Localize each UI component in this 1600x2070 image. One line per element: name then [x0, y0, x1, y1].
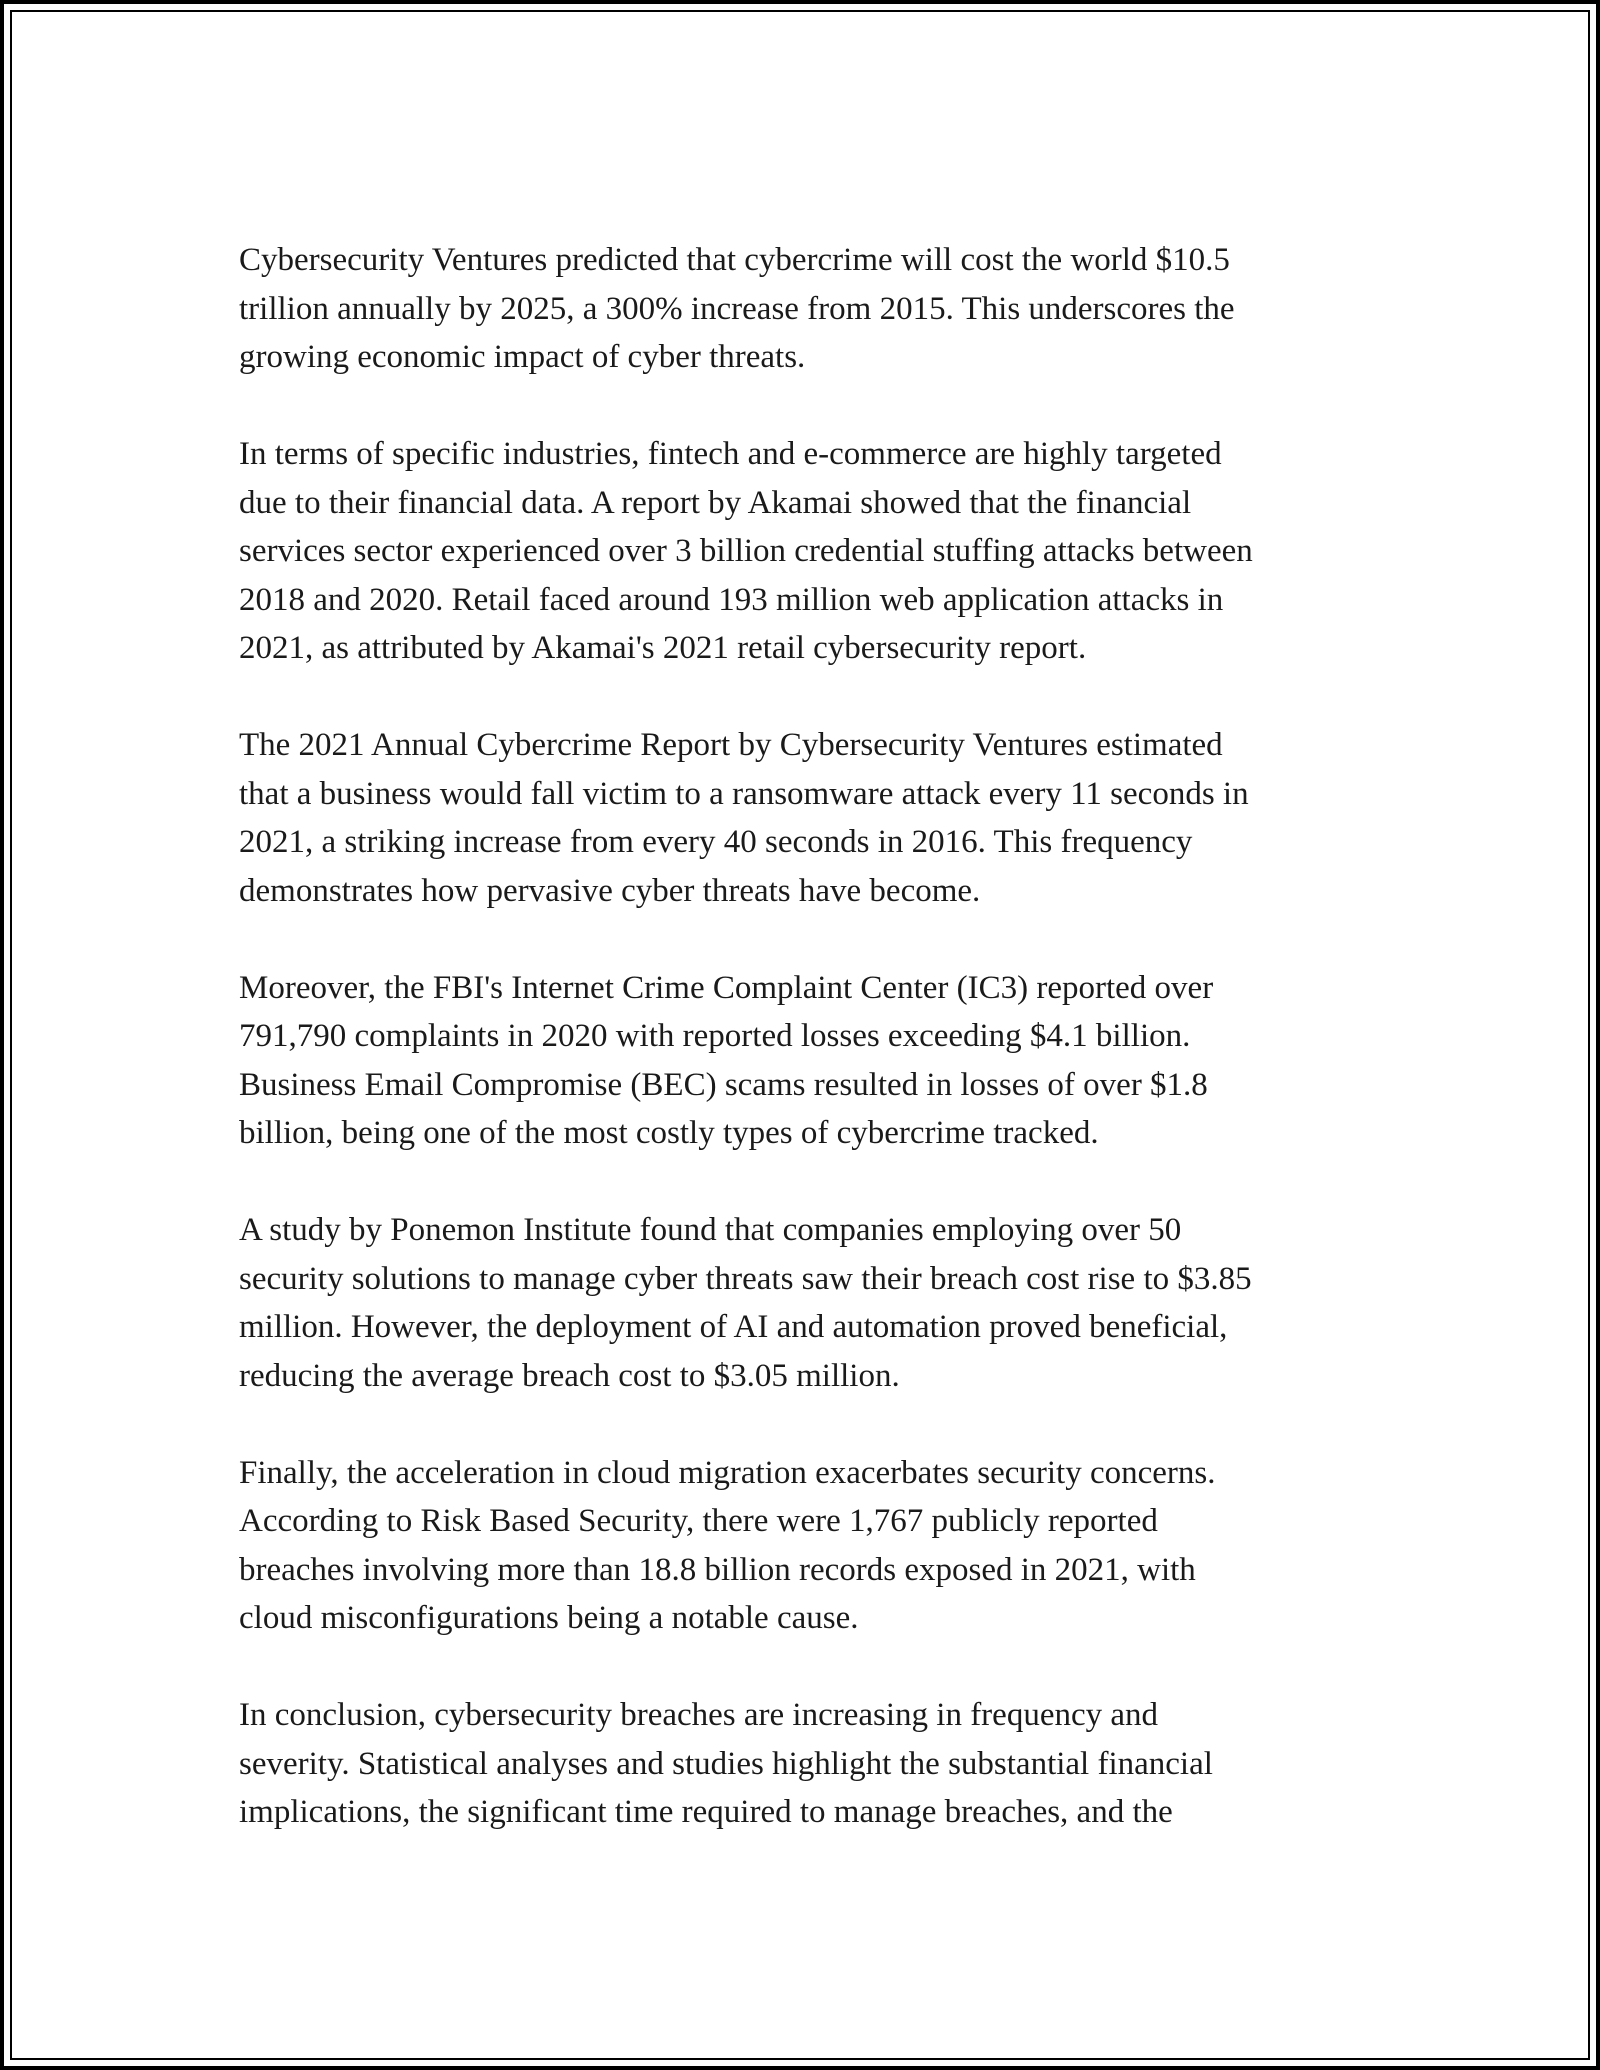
document-body [239, 236, 1379, 1885]
paragraph-fbi-ic3: Moreover, the FBI's Internet Crime Complaint Center (IC3) reported over 791,790 complaints in 2020 with reported losses exceeding $4.1 billion. Business Email Compromise (BEC) scams resulted in losses of over $1.8 billion, being one of the most costly types of cybercrime tracked. [239, 969, 1214, 1151]
paragraph-cybercrime-cost: Cybersecurity Ventures predicted that cybercrime will cost the world $10.5 trillion annually by 2025, a 300% increase from 2015. This underscores the growing economic impact of cyber threats. [239, 242, 1235, 375]
paragraph-cloud-migration: Finally, the acceleration in cloud migration exacerbates security concerns. According to Risk Based Security, there were 1,767 publicly reported breaches involving more than 18.8 billion records exposed in 2021, with cloud misconfigurations being a notable cause. [239, 1454, 1216, 1636]
paragraph-ponemon-study: A study by Ponemon Institute found that companies employing over 50 security solutions to manage cyber threats saw their breach cost rise to $3.85 million. However, the deployment of AI and automation proved beneficial, reducing the average breach cost to $3.05 million. [239, 1212, 1252, 1394]
paragraph-industry-targets: In terms of specific industries, fintech and e-commerce are highly targeted due to their financial data. A report by Akamai showed that the financial services sector experienced over 3 billion credential stuffing attacks between 2018 and 2020. Retail faced around 193 million web application attacks in 2021, as attributed by Akamai's 2021 retail cybersecurity report. [239, 436, 1253, 666]
paragraph-ransomware-frequency: The 2021 Annual Cybercrime Report by Cybersecurity Ventures estimated that a business would fall victim to a ransomware attack every 11 seconds in 2021, a striking increase from every 40 seconds in 2016. This frequency demonstrates how pervasive cyber threats have become. [239, 727, 1249, 909]
paragraph-conclusion: In conclusion, cybersecurity breaches are increasing in frequency and severity. Statistical analyses and studies highlight the substantial financial implications, the significant time required to manage breaches, and the [239, 1697, 1213, 1830]
